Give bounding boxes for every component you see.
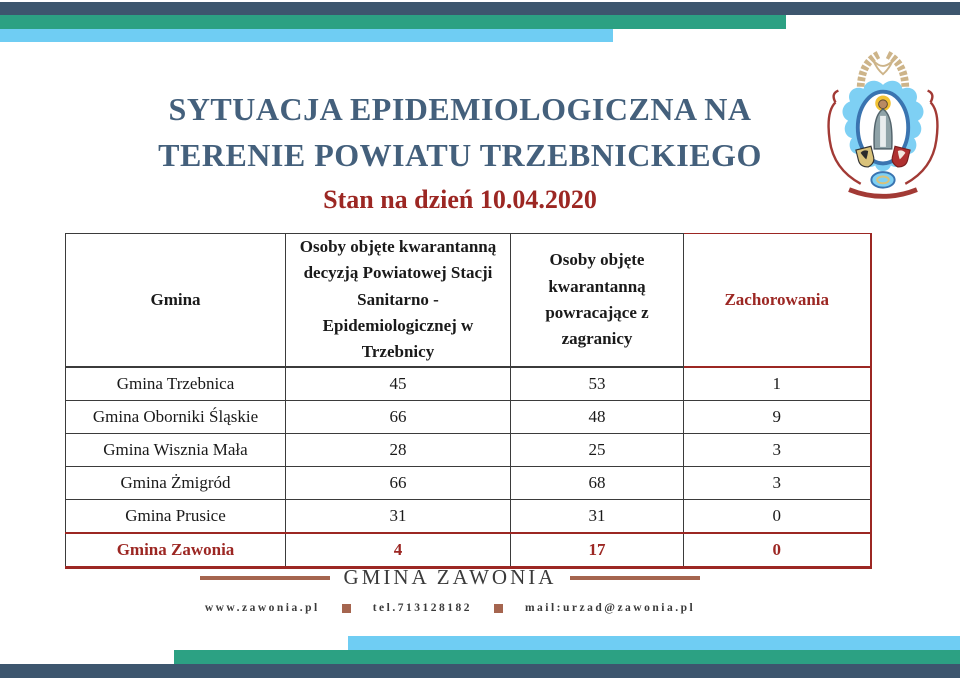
kwarantanna-zagranica-cell: 53: [511, 367, 684, 401]
gmina-name-cell: Gmina Oborniki Śląskie: [66, 400, 286, 433]
footer: [0, 565, 900, 614]
kwarantanna-zagranica-cell: 48: [511, 400, 684, 433]
zachorowania-cell: 1: [684, 367, 871, 401]
footer-contact-row: [0, 602, 900, 614]
square-separator-icon: [494, 604, 503, 613]
table-body: [66, 367, 871, 568]
top-bar-green: [0, 15, 786, 29]
brand-rule-right: [570, 576, 700, 580]
kwarantanna-decyzja-cell: 31: [286, 499, 511, 533]
zachorowania-cell: 3: [684, 466, 871, 499]
gmina-name-cell: Gmina Prusice: [66, 499, 286, 533]
kwarantanna-zagranica-cell: 25: [511, 433, 684, 466]
kwarantanna-zagranica-cell: 68: [511, 466, 684, 499]
top-bar-light-blue: [0, 29, 613, 42]
epidemic-table: [65, 233, 872, 569]
gmina-name-cell: Gmina Trzebnica: [66, 367, 286, 401]
kwarantanna-decyzja-cell: 28: [286, 433, 511, 466]
kwarantanna-zagranica-cell: 31: [511, 499, 684, 533]
status-date: Stan na dzień 10.04.2020: [323, 184, 597, 214]
title-block: [0, 86, 920, 215]
col-header-kwarantanna-zagranica: Osoby objęte kwarantanną powracające z zagranicy: [511, 234, 684, 367]
zachorowania-cell: 0: [684, 499, 871, 533]
kwarantanna-decyzja-cell: 66: [286, 466, 511, 499]
footer-brand: GMINA ZAWONIA: [343, 565, 557, 589]
table-header: [66, 234, 871, 367]
kwarantanna-decyzja-cell: 66: [286, 400, 511, 433]
col-header-kwarantanna-decyzja: Osoby objęte kwarantanną decyzją Powiatowej Stacji Sanitarno -Epidemiologicznej w Trzebnicy: [286, 234, 511, 367]
kwarantanna-decyzja-cell: 45: [286, 367, 511, 401]
col-header-gmina: Gmina: [66, 234, 286, 367]
table-row: [66, 499, 871, 533]
table-row: [66, 400, 871, 433]
footer-website: www.zawonia.pl: [204, 602, 320, 614]
bottom-bar-dark: [0, 664, 960, 678]
page-title-line1: SYTUACJA EPIDEMIOLOGICZNA NA: [168, 91, 752, 127]
col-header-zachorowania: Zachorowania: [684, 234, 871, 367]
page-title-line2: TERENIE POWIATU TRZEBNICKIEGO: [158, 137, 762, 174]
gmina-statistics-table: [65, 233, 872, 569]
footer-email: mail:urzad@zawonia.pl: [524, 602, 696, 614]
table-row: [66, 433, 871, 466]
kwarantanna-zagranica-cell: 17: [511, 533, 684, 568]
kwarantanna-decyzja-cell: 4: [286, 533, 511, 568]
bottom-bar-light-blue: [348, 636, 960, 650]
footer-phone: tel.713128182: [372, 602, 472, 614]
footer-brand-row: [0, 565, 900, 590]
gmina-name-cell: Gmina Żmigród: [66, 466, 286, 499]
zachorowania-cell: 3: [684, 433, 871, 466]
zachorowania-cell: 0: [684, 533, 871, 568]
table-row: [66, 367, 871, 401]
table-row: [66, 466, 871, 499]
square-separator-icon: [342, 604, 351, 613]
gmina-name-cell: Gmina Zawonia: [66, 533, 286, 568]
gmina-name-cell: Gmina Wisznia Mała: [66, 433, 286, 466]
top-bar-dark: [0, 2, 960, 15]
trzebnica-coat-of-arms-icon: [818, 48, 948, 208]
zachorowania-cell: 9: [684, 400, 871, 433]
table-row: [66, 533, 871, 568]
bottom-bar-green: [174, 650, 960, 664]
brand-rule-left: [200, 576, 330, 580]
